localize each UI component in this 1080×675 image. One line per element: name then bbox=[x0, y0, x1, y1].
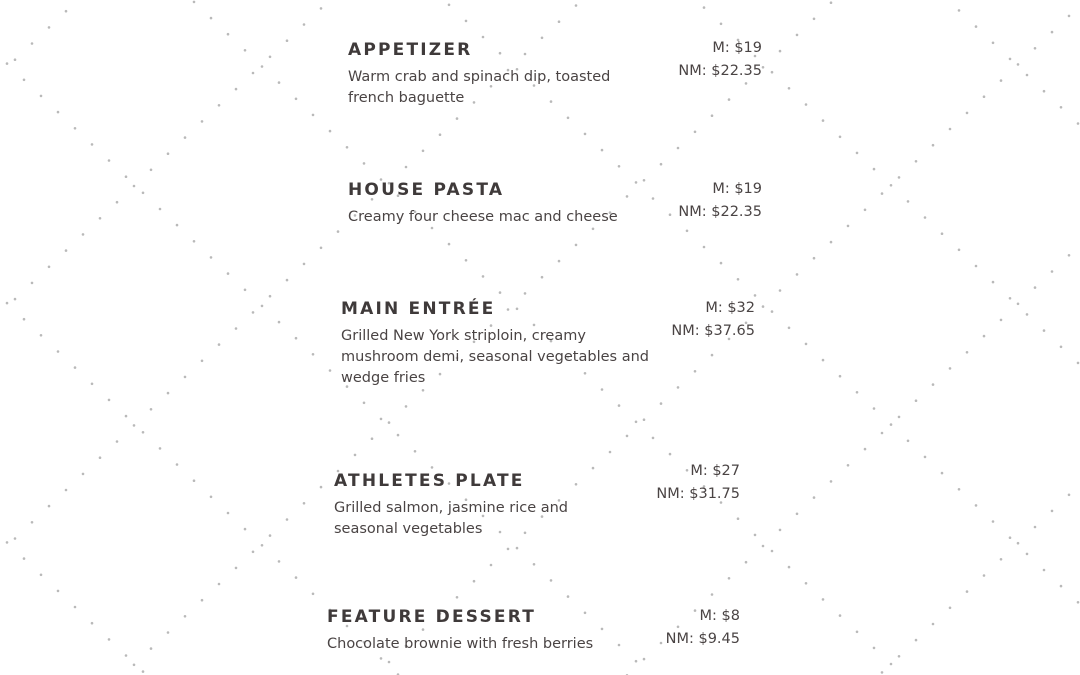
menu-item-price bbox=[671, 297, 755, 343]
menu-item-price bbox=[656, 460, 740, 506]
menu-item-description: Grilled New York striploin, creamy mushroom demi, seasonal vegetables and wedge fries bbox=[341, 328, 649, 386]
menu-item-appetizer bbox=[348, 40, 658, 120]
non-member-price: NM: $37.65 bbox=[671, 323, 755, 339]
member-price: M: $19 bbox=[712, 181, 762, 197]
menu-item-feature-dessert bbox=[327, 607, 647, 667]
menu-item-description: Creamy four cheese mac and cheese bbox=[348, 209, 618, 225]
member-price: M: $19 bbox=[712, 40, 762, 56]
menu-item-house-pasta bbox=[348, 180, 668, 240]
menu-item-title: ATHLETES PLATE bbox=[334, 471, 525, 491]
member-price: M: $8 bbox=[699, 608, 740, 624]
menu-item-title: MAIN ENTRÉE bbox=[341, 299, 496, 319]
menu-item-title: HOUSE PASTA bbox=[348, 180, 505, 200]
menu-item-title: FEATURE DESSERT bbox=[327, 607, 537, 627]
menu-item-main-entree bbox=[341, 299, 661, 399]
member-price: M: $27 bbox=[690, 463, 740, 479]
menu-item-description: Grilled salmon, jasmine rice and seasonal vegetables bbox=[334, 500, 569, 537]
menu-item-price bbox=[666, 605, 740, 651]
non-member-price: NM: $22.35 bbox=[678, 63, 762, 79]
non-member-price: NM: $22.35 bbox=[678, 204, 762, 220]
menu-item-price bbox=[678, 178, 762, 224]
non-member-price: NM: $9.45 bbox=[665, 631, 740, 647]
menu-item-title: APPETIZER bbox=[348, 40, 473, 60]
menu-item-athletes-plate bbox=[334, 471, 624, 551]
member-price: M: $32 bbox=[705, 300, 755, 316]
non-member-price: NM: $31.75 bbox=[656, 486, 740, 502]
menu-item-description: Chocolate brownie with fresh berries bbox=[327, 636, 594, 652]
menu-item-description: Warm crab and spinach dip, toasted french baguette bbox=[348, 69, 611, 106]
menu-item-price bbox=[678, 37, 762, 83]
